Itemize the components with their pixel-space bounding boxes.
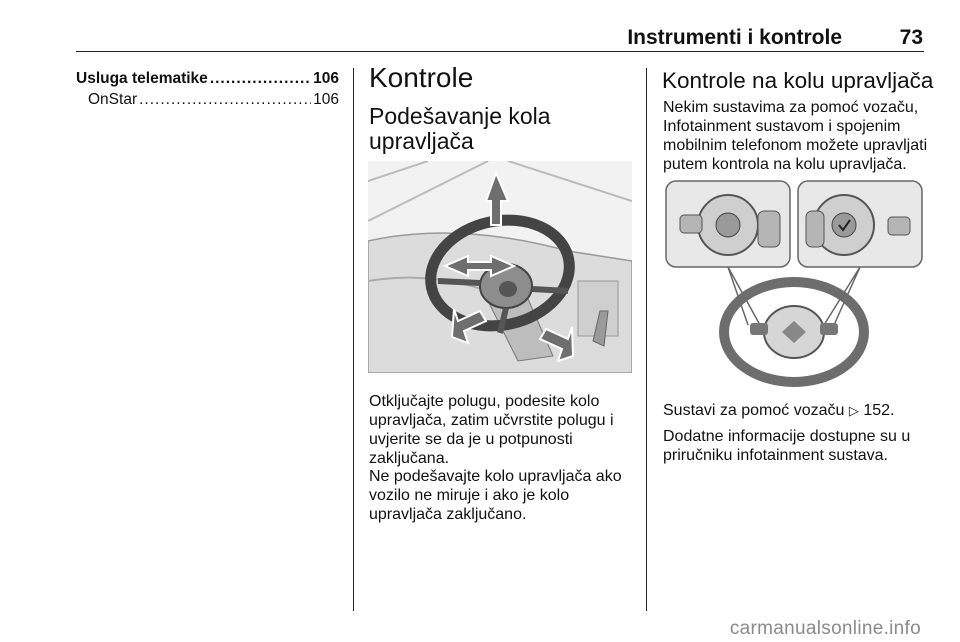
controls-intro: Nekim sustavima za pomoć vozaču, Infotainment sustavom i spojenim mobilnim telefonom možete upravljati putem kontrola na kolu upravljača. (663, 99, 928, 173)
reference-page-link[interactable]: 152. (863, 402, 895, 419)
section-heading: Kontrole (369, 62, 474, 93)
header-title: Instrumenti i kontrole (627, 26, 842, 49)
header-rule (76, 51, 924, 52)
toc-page: 106 (313, 91, 339, 108)
column-divider-1 (353, 68, 354, 611)
steering-adjust-illustration (368, 161, 632, 373)
page-reference-arrow-icon: ▷ (848, 403, 859, 418)
reference-text: Sustavi za pomoć vozaču (663, 402, 845, 419)
assist-systems-reference (663, 401, 938, 420)
toc-page: 106 (313, 70, 339, 87)
watermark-text: carmanualsonline.info (729, 618, 921, 639)
toc-label: Usluga telematike (76, 70, 208, 87)
controls-heading: Kontrole na kolu upravljača (662, 68, 934, 93)
subsection-heading: Podešavanje kola upravljača (369, 103, 551, 154)
column-divider-2 (646, 68, 647, 611)
page-number: 73 (899, 26, 923, 49)
toc-leader (139, 91, 311, 109)
paragraph-adjust-instructions: Otključajte polugu, podesite kolo upravljača, zatim učvrstite polugu i uvjerite se da je u potpunosti zaključana. (369, 393, 614, 467)
toc-leader (210, 70, 311, 88)
toc-entry-onstar[interactable] (88, 91, 339, 109)
more-info-paragraph: Dodatne informacije dostupne su u priručniku infotainment sustava. (663, 428, 911, 464)
toc-label: OnStar (88, 91, 138, 108)
paragraph-adjust-warning: Ne podešavajte kolo upravljača ako vozilo ne miruje i ako je kolo upravljača zaključano. (369, 468, 622, 523)
toc-entry-telematics[interactable] (76, 70, 339, 88)
steering-controls-illustration (662, 177, 926, 389)
